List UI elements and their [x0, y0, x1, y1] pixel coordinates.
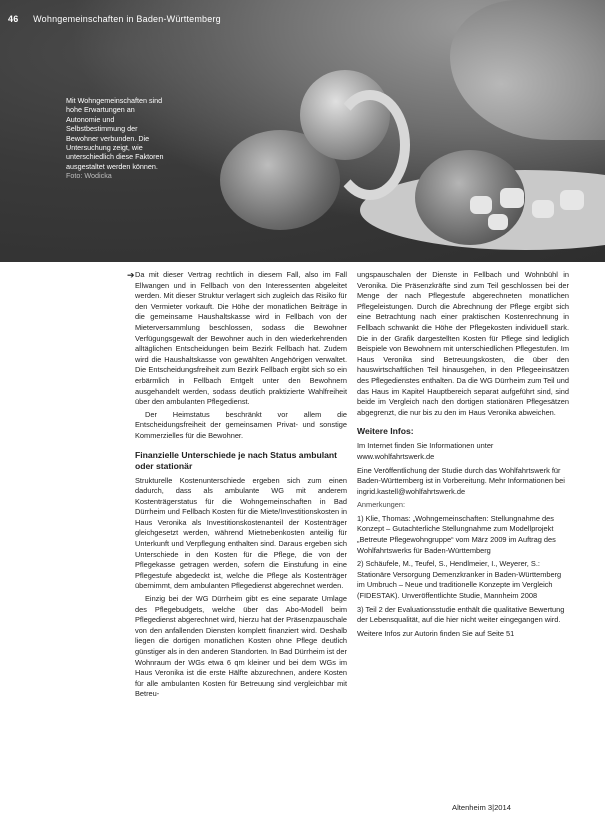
note-item: 3) Teil 2 der Evaluationsstudie enthält die qualitative Bewertung der Lebensqualität, auf die hier nicht weiter eingegangen wird. — [357, 604, 565, 625]
info-box — [357, 441, 569, 639]
page-header — [8, 14, 221, 24]
info-heading: Weitere Infos: — [357, 426, 414, 437]
apple-slice-image — [500, 188, 524, 208]
apple-slice-image — [532, 200, 554, 218]
hand-image — [450, 0, 605, 140]
photo-credit: Foto: Wodicka — [66, 171, 112, 181]
paragraph: ungspauschalen der Dienste in Fellbach und Wohnbühl in Veronika. Die Präsenzkräfte sind zum Teil geschlossen bei der Menge der nach Pflegestufe abgerechneten monatlichen Pflegeleistungen. Durch die Abrechnung der Pflege ergibt sich eine Betrachtung nach einer praktischen Kostenrechnung in Fellbach schwankt die Höhe der Pflegekosten individuell stark. Die in der Grafik dargestellten Kosten für Pflege sind lediglich Beispiele von Bewohnern mit unterschiedlichen Pflegestufen. Im Haus Veronika sind Betreuungskosten, die über den hauswirtschaftlichen Teil hinausgehen, in den Pflegeeinsätzen des Pflegedienstes enthalten. Da die WG Dürrheim zum Teil und das Haus im Kapitel Hauptbereich separat aufgeführt sind, sind beide im Vergleich nach den dortigen stationären Pflegesätzen abgegrenzt, die nur bis zu den im Haus Veronika abweichen. — [357, 270, 569, 417]
apple-slice-image — [470, 196, 492, 214]
apple-peel-image — [330, 90, 410, 200]
author-reference: Weitere Infos zur Autorin finden Sie auf Seite 51 — [357, 628, 515, 638]
note-item: 2) Schäufele, M., Teufel, S., Hendlmeier, I., Weyerer, S.: Stationäre Versorgung Demenzkranker in Baden-Württemberg im Umbruch – Neue und traditionelle Konzepte im Vergleich (FIDESTAK). Unveröffentlichte Studie, Mannheim 2008 — [357, 559, 562, 601]
apple-slice-image — [488, 214, 508, 230]
paragraph: Strukturelle Kostenunterschiede ergeben sich zum einen dadurch, dass als ambulante WG mit anderem Kostenträgerstatus für die Wohngemeinschaften in Bad Dürrheim und Fellbach Kosten für die Miete/Investitionskosten in Haus Veronika als Investitionskostenanteil der Kostenträger gleichgesetzt werden, während Mietnebenkosten anteilig für Unterkunft und Verpflegung enthalten sind. Daraus ergeben sich Unterschiede in den Kosten für die Pflege, die von der Pflegekasse getragen werden, sofern die Einstufung in eine Pflegestufe abgedeckt ist, welche die Pflege als Kostenträger übernimmt, dem ambulanten Pflegedienst abgerechnet werden. — [135, 475, 347, 591]
page-number: 46 — [8, 14, 19, 24]
paragraph: Einzig bei der WG Dürrheim gibt es eine separate Umlage des Pflegebudgets, welche über das Abo-Modell beim Pflegedienst abgerechnet wird, hierzu hat der Präsenzpauschale von den anfallenden Diensten komplett finanziert wird. Deshalb liegen die dortigen monatlichen Kosten ohne Pflege deutlich günstiger als in den anderen Standorten. In Bad Dürrheim ist der Wohnraum der WGs etwa 6 qm kleiner und bei dem WGs im Haus Veronika ist die erste Hälfte abzurechnen, andere Kosten für alle ambulanten Kosten für Betreuung sind vergleichbar mit Betreu- — [135, 594, 347, 699]
paragraph: Der Heimstatus beschränkt vor allem die Entscheidungsfreiheit der gemeinsamen Privat- und sonstige Kommerzielles für die Bewohner. — [135, 409, 347, 440]
text-column-left — [135, 270, 347, 702]
section-heading: Finanzielle Unterschiede je nach Status ambulant oder stationär — [135, 449, 338, 471]
info-line: Im Internet finden Sie Informationen unter www.wohlfahrtswerk.de — [357, 441, 494, 461]
apple-slice-image — [560, 190, 584, 210]
hero-photo — [0, 0, 605, 262]
info-line: Eine Veröffentlichung der Studie durch das Wohlfahrtswerk für Baden-Württemberg ist in Vorbereitung. Mehr Informationen bei ingrid.kastell@wohlfahrtswerk.de — [357, 465, 565, 496]
section-title: Wohngemeinschaften in Baden-Württemberg — [33, 14, 221, 24]
caption-text: Mit Wohngemeinschaften sind hohe Erwartungen an Autonomie und Selbstbestimmung der Bewohner verbunden. Die Untersuchung zeigt, wie unterschiedlich diese Faktoren ausgestaltet werden können. — [66, 96, 164, 171]
photo-caption — [66, 96, 166, 181]
note-item: 1) Klie, Thomas: „Wohngemeinschaften: Stellungnahme des Konzept – Gutachterliche Stellungnahme zum Modellprojekt „Betreute Pflegewohngruppe“ vom März 2009 im Auftrag des Wohlfahrtswerks für Baden-Württemberg — [357, 513, 556, 555]
text-column-right — [357, 270, 569, 642]
paragraph: Da mit dieser Vertrag rechtlich in diesem Fall, also im Fall Ellwangen und in Fellbach von den Interessenten abgeleitet werden. Mit dieser Struktur verlagert sich zugleich das Risiko für den Vermieter vorkauft. Die Höhe der monatlichen Beiträge in die gemeinsame Haushaltskasse wird in Fellbach von der Mieterversammlung beschlossen, sodass die Bewohner Verfügungsgewalt der Bewohner auch in den wiederkehrenden alltäglichen Entscheidungen beim Bezirk Fellbach hat. Zudem wird die Haushaltskasse von gewählten Angehörigen verwaltet. Die Entscheidungsfreiheit zum Bezirk Fellbach ergibt sich so ein erbärmlich in Fellbach Entgelt unter den Bewohnern ausgehandelt werden, sodass deutlich praktizierte Wahlfreiheit über den ambulanten Pflegedienst. — [135, 270, 347, 407]
notes-heading: Anmerkungen: — [357, 500, 406, 510]
page-footer: Altenheim 3|2014 — [452, 803, 511, 812]
continuation-arrow-icon: ➔ — [127, 270, 135, 280]
